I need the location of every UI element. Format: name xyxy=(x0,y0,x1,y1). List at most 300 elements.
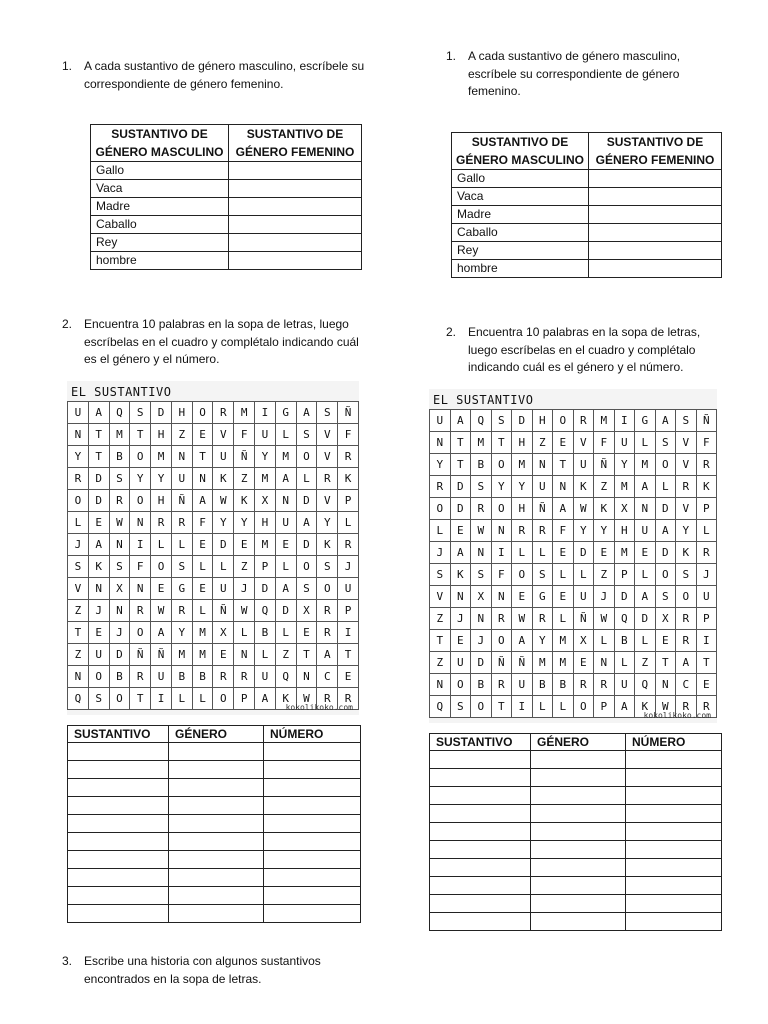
number-cell[interactable] xyxy=(626,787,722,805)
noun-cell[interactable] xyxy=(430,841,531,859)
letter-cell[interactable]: Z xyxy=(635,652,656,674)
letter-cell[interactable]: E xyxy=(594,542,615,564)
letter-cell[interactable]: S xyxy=(655,432,676,454)
letter-cell[interactable]: Q xyxy=(109,402,130,424)
letter-cell[interactable]: I xyxy=(696,630,717,652)
letter-cell[interactable]: K xyxy=(573,476,594,498)
letter-cell[interactable]: L xyxy=(192,600,213,622)
letter-cell[interactable]: Y xyxy=(130,468,151,490)
letter-cell[interactable]: W xyxy=(573,498,594,520)
letter-cell[interactable]: Z xyxy=(68,600,89,622)
letter-cell[interactable]: N xyxy=(430,432,451,454)
letter-cell[interactable]: Ñ xyxy=(696,410,717,432)
letter-cell[interactable]: H xyxy=(532,410,553,432)
letter-cell[interactable]: P xyxy=(338,600,359,622)
feminine-answer-cell[interactable] xyxy=(229,252,362,270)
letter-cell[interactable]: L xyxy=(151,534,172,556)
letter-cell[interactable]: R xyxy=(213,666,234,688)
letter-cell[interactable]: O xyxy=(130,446,151,468)
number-cell[interactable] xyxy=(264,797,361,815)
letter-cell[interactable]: N xyxy=(430,674,451,696)
letter-cell[interactable]: N xyxy=(471,608,492,630)
letter-cell[interactable]: L xyxy=(553,564,574,586)
letter-cell[interactable]: D xyxy=(296,490,317,512)
letter-cell[interactable]: I xyxy=(338,622,359,644)
letter-cell[interactable]: R xyxy=(676,630,697,652)
letter-cell[interactable]: R xyxy=(696,696,717,718)
letter-cell[interactable]: K xyxy=(275,688,296,710)
letter-cell[interactable]: J xyxy=(696,564,717,586)
letter-cell[interactable]: U xyxy=(151,666,172,688)
letter-cell[interactable]: E xyxy=(553,586,574,608)
gender-cell[interactable] xyxy=(531,751,626,769)
letter-cell[interactable]: T xyxy=(450,454,471,476)
letter-cell[interactable]: E xyxy=(296,622,317,644)
letter-cell[interactable]: I xyxy=(491,542,512,564)
letter-cell[interactable]: E xyxy=(450,520,471,542)
letter-cell[interactable]: V xyxy=(676,432,697,454)
letter-cell[interactable]: R xyxy=(430,476,451,498)
letter-cell[interactable]: S xyxy=(676,564,697,586)
letter-cell[interactable]: W xyxy=(109,512,130,534)
letter-cell[interactable]: K xyxy=(234,490,255,512)
number-cell[interactable] xyxy=(264,743,361,761)
letter-cell[interactable]: T xyxy=(696,652,717,674)
letter-cell[interactable]: R xyxy=(532,608,553,630)
noun-cell[interactable] xyxy=(68,815,169,833)
letter-cell[interactable]: R xyxy=(317,600,338,622)
letter-cell[interactable]: E xyxy=(234,534,255,556)
letter-cell[interactable]: Ñ xyxy=(512,652,533,674)
letter-cell[interactable]: C xyxy=(317,666,338,688)
letter-cell[interactable]: G xyxy=(171,578,192,600)
gender-cell[interactable] xyxy=(169,887,264,905)
letter-cell[interactable]: S xyxy=(676,410,697,432)
letter-cell[interactable]: W xyxy=(151,600,172,622)
letter-cell[interactable]: O xyxy=(655,454,676,476)
letter-cell[interactable]: V xyxy=(676,498,697,520)
gender-cell[interactable] xyxy=(169,743,264,761)
letter-cell[interactable]: E xyxy=(192,424,213,446)
letter-cell[interactable]: Ñ xyxy=(594,454,615,476)
letter-cell[interactable]: F xyxy=(491,564,512,586)
letter-cell[interactable]: V xyxy=(317,424,338,446)
letter-cell[interactable]: L xyxy=(635,630,656,652)
letter-cell[interactable]: Q xyxy=(275,666,296,688)
letter-cell[interactable]: O xyxy=(450,674,471,696)
letter-cell[interactable]: F xyxy=(130,556,151,578)
letter-cell[interactable]: O xyxy=(491,454,512,476)
letter-cell[interactable]: O xyxy=(430,498,451,520)
noun-cell[interactable] xyxy=(430,805,531,823)
gender-cell[interactable] xyxy=(531,895,626,913)
letter-cell[interactable]: L xyxy=(532,696,553,718)
letter-cell[interactable]: J xyxy=(450,608,471,630)
letter-cell[interactable]: R xyxy=(676,608,697,630)
letter-cell[interactable]: Q xyxy=(635,674,656,696)
feminine-answer-cell[interactable] xyxy=(229,162,362,180)
noun-cell[interactable] xyxy=(68,869,169,887)
letter-cell[interactable]: T xyxy=(338,644,359,666)
gender-cell[interactable] xyxy=(169,797,264,815)
letter-cell[interactable]: D xyxy=(109,644,130,666)
letter-cell[interactable]: D xyxy=(88,490,109,512)
letter-cell[interactable]: R xyxy=(532,520,553,542)
letter-cell[interactable]: R xyxy=(317,468,338,490)
letter-cell[interactable]: F xyxy=(338,424,359,446)
letter-cell[interactable]: Z xyxy=(275,644,296,666)
letter-cell[interactable]: U xyxy=(88,644,109,666)
letter-cell[interactable]: N xyxy=(532,454,553,476)
letter-cell[interactable]: X xyxy=(614,498,635,520)
letter-cell[interactable]: X xyxy=(655,608,676,630)
letter-cell[interactable]: D xyxy=(471,652,492,674)
number-cell[interactable] xyxy=(264,833,361,851)
letter-cell[interactable]: L xyxy=(573,564,594,586)
letter-cell[interactable]: W xyxy=(512,608,533,630)
letter-cell[interactable]: L xyxy=(594,630,615,652)
noun-cell[interactable] xyxy=(68,779,169,797)
letter-cell[interactable]: Y xyxy=(234,512,255,534)
letter-cell[interactable]: S xyxy=(430,564,451,586)
number-cell[interactable] xyxy=(264,761,361,779)
letter-cell[interactable]: C xyxy=(676,674,697,696)
letter-cell[interactable]: D xyxy=(151,402,172,424)
letter-cell[interactable]: U xyxy=(275,512,296,534)
letter-cell[interactable]: R xyxy=(594,674,615,696)
letter-cell[interactable]: Y xyxy=(532,630,553,652)
letter-cell[interactable]: P xyxy=(696,608,717,630)
letter-cell[interactable]: E xyxy=(655,630,676,652)
letter-cell[interactable]: E xyxy=(573,652,594,674)
letter-cell[interactable]: E xyxy=(88,622,109,644)
noun-cell[interactable] xyxy=(68,887,169,905)
letter-cell[interactable]: A xyxy=(676,652,697,674)
letter-cell[interactable]: V xyxy=(676,454,697,476)
letter-cell[interactable]: L xyxy=(553,696,574,718)
letter-cell[interactable]: R xyxy=(151,512,172,534)
letter-cell[interactable]: X xyxy=(213,622,234,644)
letter-cell[interactable]: Y xyxy=(151,468,172,490)
letter-cell[interactable]: I xyxy=(512,696,533,718)
letter-cell[interactable]: N xyxy=(553,476,574,498)
letter-cell[interactable]: A xyxy=(614,696,635,718)
letter-cell[interactable]: T xyxy=(450,432,471,454)
gender-cell[interactable] xyxy=(169,905,264,923)
letter-cell[interactable]: R xyxy=(471,498,492,520)
letter-cell[interactable]: J xyxy=(594,586,615,608)
letter-cell[interactable]: H xyxy=(171,402,192,424)
letter-cell[interactable]: M xyxy=(553,652,574,674)
letter-cell[interactable]: S xyxy=(532,564,553,586)
letter-cell[interactable]: Q xyxy=(430,696,451,718)
letter-cell[interactable]: R xyxy=(68,468,89,490)
letter-cell[interactable]: N xyxy=(491,520,512,542)
letter-cell[interactable]: L xyxy=(296,468,317,490)
letter-cell[interactable]: I xyxy=(255,402,276,424)
letter-cell[interactable]: L xyxy=(614,652,635,674)
letter-cell[interactable]: T xyxy=(88,424,109,446)
letter-cell[interactable]: O xyxy=(213,688,234,710)
letter-cell[interactable]: N xyxy=(130,512,151,534)
letter-cell[interactable]: R xyxy=(573,674,594,696)
letter-cell[interactable]: T xyxy=(192,446,213,468)
letter-cell[interactable]: O xyxy=(553,410,574,432)
letter-cell[interactable]: U xyxy=(450,652,471,674)
letter-cell[interactable]: R xyxy=(676,476,697,498)
letter-cell[interactable]: N xyxy=(171,446,192,468)
letter-cell[interactable]: J xyxy=(338,556,359,578)
letter-cell[interactable]: F xyxy=(594,432,615,454)
letter-cell[interactable]: L xyxy=(553,608,574,630)
letter-cell[interactable]: X xyxy=(255,490,276,512)
letter-cell[interactable]: Z xyxy=(430,608,451,630)
letter-cell[interactable]: R xyxy=(338,534,359,556)
letter-cell[interactable]: R xyxy=(317,622,338,644)
letter-cell[interactable]: M xyxy=(614,542,635,564)
letter-cell[interactable]: J xyxy=(471,630,492,652)
letter-cell[interactable]: V xyxy=(573,432,594,454)
letter-cell[interactable]: E xyxy=(275,534,296,556)
letter-cell[interactable]: Z xyxy=(171,424,192,446)
letter-cell[interactable]: L xyxy=(275,622,296,644)
letter-cell[interactable]: Ñ xyxy=(338,402,359,424)
letter-cell[interactable]: P xyxy=(234,688,255,710)
letter-cell[interactable]: Y xyxy=(512,476,533,498)
letter-cell[interactable]: J xyxy=(234,578,255,600)
letter-cell[interactable]: Q xyxy=(614,608,635,630)
letter-cell[interactable]: L xyxy=(696,520,717,542)
feminine-answer-cell[interactable] xyxy=(589,242,722,260)
letter-cell[interactable]: M xyxy=(635,454,656,476)
letter-cell[interactable]: A xyxy=(275,578,296,600)
letter-cell[interactable]: N xyxy=(192,468,213,490)
letter-cell[interactable]: O xyxy=(655,564,676,586)
letter-cell[interactable]: E xyxy=(512,586,533,608)
feminine-answer-cell[interactable] xyxy=(589,170,722,188)
letter-cell[interactable]: M xyxy=(614,476,635,498)
letter-cell[interactable]: V xyxy=(317,446,338,468)
letter-cell[interactable]: I xyxy=(614,410,635,432)
letter-cell[interactable]: H xyxy=(151,490,172,512)
letter-cell[interactable]: A xyxy=(635,476,656,498)
letter-cell[interactable]: N xyxy=(635,498,656,520)
letter-cell[interactable]: P xyxy=(614,564,635,586)
letter-cell[interactable]: R xyxy=(109,490,130,512)
letter-cell[interactable]: D xyxy=(450,476,471,498)
letter-cell[interactable]: M xyxy=(171,644,192,666)
letter-cell[interactable]: N xyxy=(450,586,471,608)
feminine-answer-cell[interactable] xyxy=(589,206,722,224)
letter-cell[interactable]: O xyxy=(676,586,697,608)
letter-cell[interactable]: N xyxy=(471,542,492,564)
letter-cell[interactable]: M xyxy=(109,424,130,446)
letter-cell[interactable]: G xyxy=(635,410,656,432)
letter-cell[interactable]: Y xyxy=(491,476,512,498)
letter-cell[interactable]: R xyxy=(234,666,255,688)
letter-cell[interactable]: T xyxy=(130,688,151,710)
noun-cell[interactable] xyxy=(68,743,169,761)
letter-cell[interactable]: G xyxy=(275,402,296,424)
number-cell[interactable] xyxy=(264,869,361,887)
letter-cell[interactable]: Y xyxy=(430,454,451,476)
gender-cell[interactable] xyxy=(531,787,626,805)
number-cell[interactable] xyxy=(626,769,722,787)
gender-cell[interactable] xyxy=(169,833,264,851)
letter-cell[interactable]: P xyxy=(594,696,615,718)
letter-cell[interactable]: O xyxy=(296,446,317,468)
letter-cell[interactable]: Q xyxy=(68,688,89,710)
letter-cell[interactable]: B xyxy=(532,674,553,696)
letter-cell[interactable]: K xyxy=(635,696,656,718)
noun-cell[interactable] xyxy=(430,769,531,787)
letter-cell[interactable]: H xyxy=(512,498,533,520)
letter-cell[interactable]: F xyxy=(553,520,574,542)
letter-cell[interactable]: O xyxy=(88,666,109,688)
letter-cell[interactable]: S xyxy=(296,578,317,600)
letter-cell[interactable]: U xyxy=(614,432,635,454)
letter-cell[interactable]: O xyxy=(573,696,594,718)
feminine-answer-cell[interactable] xyxy=(229,216,362,234)
letter-cell[interactable]: L xyxy=(275,424,296,446)
number-cell[interactable] xyxy=(626,913,722,931)
noun-cell[interactable] xyxy=(430,787,531,805)
letter-cell[interactable]: A xyxy=(450,410,471,432)
letter-cell[interactable]: Z xyxy=(234,468,255,490)
letter-cell[interactable]: R xyxy=(696,454,717,476)
letter-cell[interactable]: W xyxy=(655,696,676,718)
letter-cell[interactable]: S xyxy=(471,564,492,586)
letter-cell[interactable]: F xyxy=(234,424,255,446)
letter-cell[interactable]: Y xyxy=(676,520,697,542)
letter-cell[interactable]: Y xyxy=(573,520,594,542)
gender-cell[interactable] xyxy=(531,769,626,787)
letter-cell[interactable]: S xyxy=(450,696,471,718)
letter-cell[interactable]: L xyxy=(635,432,656,454)
letter-cell[interactable]: R xyxy=(171,600,192,622)
letter-cell[interactable]: X xyxy=(573,630,594,652)
letter-cell[interactable]: Ñ xyxy=(130,644,151,666)
letter-cell[interactable]: K xyxy=(213,468,234,490)
letter-cell[interactable]: A xyxy=(296,512,317,534)
letter-cell[interactable]: R xyxy=(696,542,717,564)
letter-cell[interactable]: B xyxy=(471,454,492,476)
letter-cell[interactable]: H xyxy=(614,520,635,542)
letter-cell[interactable]: W xyxy=(594,608,615,630)
number-cell[interactable] xyxy=(264,905,361,923)
letter-cell[interactable]: K xyxy=(338,468,359,490)
letter-cell[interactable]: A xyxy=(255,688,276,710)
letter-cell[interactable]: Ñ xyxy=(532,498,553,520)
letter-cell[interactable]: G xyxy=(532,586,553,608)
letter-cell[interactable]: F xyxy=(696,432,717,454)
letter-cell[interactable]: M xyxy=(151,446,172,468)
letter-cell[interactable]: B xyxy=(109,666,130,688)
letter-cell[interactable]: M xyxy=(532,652,553,674)
noun-cell[interactable] xyxy=(68,797,169,815)
letter-cell[interactable]: U xyxy=(255,424,276,446)
letter-cell[interactable]: X xyxy=(471,586,492,608)
letter-cell[interactable]: Z xyxy=(532,432,553,454)
letter-cell[interactable]: V xyxy=(430,586,451,608)
noun-cell[interactable] xyxy=(430,859,531,877)
letter-cell[interactable]: T xyxy=(491,696,512,718)
letter-cell[interactable]: R xyxy=(491,674,512,696)
letter-cell[interactable]: L xyxy=(68,512,89,534)
letter-cell[interactable]: V xyxy=(317,490,338,512)
letter-cell[interactable]: S xyxy=(317,556,338,578)
letter-cell[interactable]: D xyxy=(213,534,234,556)
letter-cell[interactable]: R xyxy=(130,666,151,688)
letter-cell[interactable]: O xyxy=(130,622,151,644)
letter-cell[interactable]: E xyxy=(635,542,656,564)
letter-cell[interactable]: Q xyxy=(471,410,492,432)
letter-cell[interactable]: A xyxy=(655,410,676,432)
letter-cell[interactable]: P xyxy=(255,556,276,578)
letter-cell[interactable]: R xyxy=(317,688,338,710)
letter-cell[interactable]: Y xyxy=(171,622,192,644)
letter-cell[interactable]: W xyxy=(296,688,317,710)
gender-cell[interactable] xyxy=(169,851,264,869)
number-cell[interactable] xyxy=(264,851,361,869)
noun-cell[interactable] xyxy=(430,751,531,769)
letter-cell[interactable]: E xyxy=(450,630,471,652)
letter-cell[interactable]: S xyxy=(471,476,492,498)
letter-cell[interactable]: W xyxy=(471,520,492,542)
letter-cell[interactable]: O xyxy=(109,688,130,710)
number-cell[interactable] xyxy=(264,887,361,905)
number-cell[interactable] xyxy=(626,805,722,823)
letter-cell[interactable]: B xyxy=(192,666,213,688)
gender-cell[interactable] xyxy=(169,761,264,779)
letter-cell[interactable]: L xyxy=(192,688,213,710)
letter-cell[interactable]: D xyxy=(296,534,317,556)
noun-cell[interactable] xyxy=(68,833,169,851)
letter-cell[interactable]: R xyxy=(213,402,234,424)
letter-cell[interactable]: B xyxy=(614,630,635,652)
letter-cell[interactable]: B xyxy=(109,446,130,468)
letter-cell[interactable]: L xyxy=(255,644,276,666)
letter-cell[interactable]: U xyxy=(213,446,234,468)
number-cell[interactable] xyxy=(264,815,361,833)
letter-cell[interactable]: T xyxy=(296,644,317,666)
letter-cell[interactable]: Y xyxy=(594,520,615,542)
letter-cell[interactable]: E xyxy=(553,432,574,454)
letter-cell[interactable]: P xyxy=(338,490,359,512)
letter-cell[interactable]: J xyxy=(109,622,130,644)
letter-cell[interactable]: J xyxy=(68,534,89,556)
letter-cell[interactable]: H xyxy=(512,432,533,454)
letter-cell[interactable]: J xyxy=(88,600,109,622)
letter-cell[interactable]: D xyxy=(275,600,296,622)
feminine-answer-cell[interactable] xyxy=(229,234,362,252)
letter-cell[interactable]: U xyxy=(68,402,89,424)
number-cell[interactable] xyxy=(626,859,722,877)
letter-cell[interactable]: O xyxy=(491,630,512,652)
letter-cell[interactable]: U xyxy=(696,586,717,608)
letter-cell[interactable]: M xyxy=(553,630,574,652)
letter-cell[interactable]: E xyxy=(192,534,213,556)
letter-cell[interactable]: M xyxy=(192,622,213,644)
letter-cell[interactable]: Y xyxy=(68,446,89,468)
letter-cell[interactable]: S xyxy=(109,556,130,578)
letter-cell[interactable]: N xyxy=(594,652,615,674)
noun-cell[interactable] xyxy=(430,877,531,895)
letter-cell[interactable]: M xyxy=(594,410,615,432)
letter-cell[interactable]: N xyxy=(109,534,130,556)
letter-cell[interactable]: O xyxy=(296,556,317,578)
letter-cell[interactable]: O xyxy=(491,498,512,520)
